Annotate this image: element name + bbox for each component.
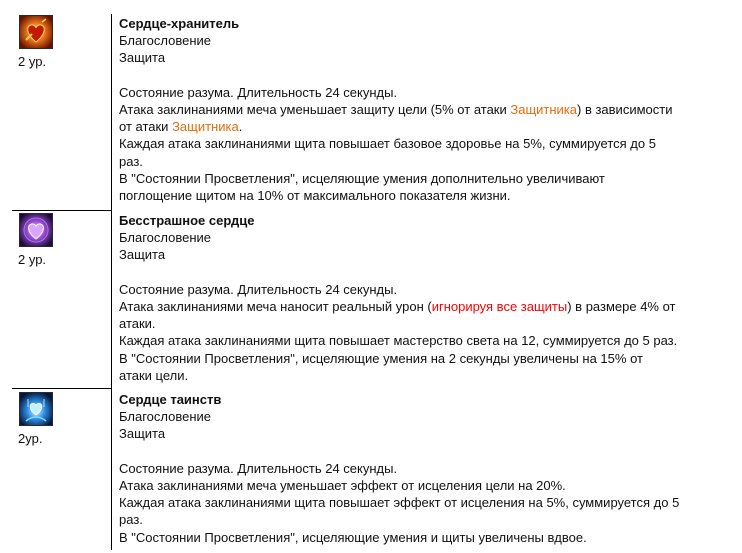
skill-title: Сердце-хранитель (119, 16, 240, 31)
description-line: Каждая атака заклинаниями щита повышает эффект от исцеления на 5%, суммируется до 5 (119, 495, 680, 511)
highlight-defender: Защитника (172, 119, 239, 135)
description-line: Состояние разума. Длительность 24 секунды. (119, 460, 398, 476)
row-separator (12, 388, 112, 389)
description-line: раз. (119, 512, 143, 528)
description-line: В "Состоянии Просветления", исцеляющие умения дополнительно увеличивают (119, 170, 605, 186)
description-line: раз. (119, 153, 143, 169)
description-line: Состояние разума. Длительность 24 секунды. (119, 281, 398, 297)
blank-line (119, 264, 729, 281)
description-line: Атака заклинаниями меча наносит реальный урон (игнорируя все защиты) в размере 4% от (119, 299, 676, 314)
skill-category: Благословение (119, 230, 212, 246)
skill-level: 2ур. (18, 431, 43, 446)
column-divider (111, 14, 112, 550)
blue-heart-icon (19, 392, 53, 426)
blank-line (119, 443, 729, 460)
skill-category: Благословение (119, 409, 212, 425)
skill-level: 2 ур. (18, 252, 47, 267)
description-line: Атака заклинаниями меча уменьшает защиту цели (5% от атаки Защитника) в зависимости (119, 102, 673, 117)
highlight-ignore-defense: игнорируя все защиты (431, 299, 568, 314)
skill-type: Защита (119, 50, 166, 66)
description-line: от атаки Защитника. (119, 119, 243, 135)
row-separator (12, 210, 112, 211)
orange-heart-icon (19, 15, 53, 49)
skill-category: Благословение (119, 33, 212, 49)
highlight-defender: Защитника (510, 102, 577, 117)
description-line: В "Состоянии Просветления", исцеляющие умения и щиты увеличены вдвое. (119, 529, 587, 545)
description-line: Каждая атака заклинаниями щита повышает базовое здоровье на 5%, суммируется до 5 (119, 136, 656, 152)
description-line: Каждая атака заклинаниями щита повышает мастерство света на 12, суммируется до 5 раз. (119, 333, 678, 349)
description-line: Состояние разума. Длительность 24 секунды. (119, 84, 398, 100)
blank-line (119, 67, 729, 84)
description-line: Атака заклинаниями меча уменьшает эффект от исцеления цели на 20%. (119, 478, 566, 493)
skill-title: Сердце таинств (119, 392, 222, 407)
skill-type: Защита (119, 426, 166, 442)
skill-description (119, 212, 729, 384)
purple-heart-icon (19, 213, 53, 247)
skill-level: 2 ур. (18, 54, 47, 69)
skill-description (119, 391, 729, 546)
skill-description (119, 15, 729, 204)
description-line: В "Состоянии Просветления", исцеляющие умения на 2 секунды увеличены на 15% от (119, 350, 643, 366)
description-line: атаки цели. (119, 367, 189, 383)
description-line: поглощение щитом на 10% от максимального показателя жизни. (119, 188, 511, 204)
skill-title: Бесстрашное сердце (119, 213, 255, 228)
skill-type: Защита (119, 247, 166, 263)
description-line: атаки. (119, 316, 156, 332)
